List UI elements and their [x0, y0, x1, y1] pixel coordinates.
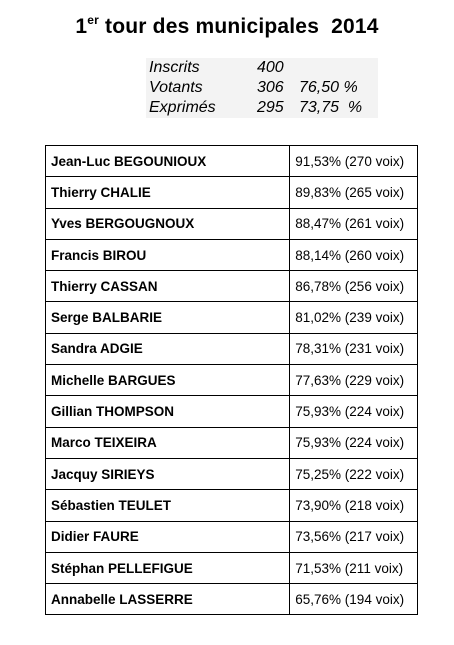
table-row	[46, 208, 418, 239]
page-title	[0, 14, 454, 40]
table-row	[46, 458, 418, 489]
candidate-score: 81,02% (239 voix)	[290, 302, 418, 333]
table-row	[46, 271, 418, 302]
table-row	[46, 490, 418, 521]
table-row	[46, 177, 418, 208]
results-table	[45, 145, 418, 615]
turnout-stats	[146, 58, 378, 118]
stat-percent: 76,50 %	[299, 79, 358, 96]
table-row	[46, 521, 418, 552]
candidate-name: Yves BERGOUGNOUX	[46, 208, 290, 239]
candidate-name: Marco TEIXEIRA	[46, 427, 290, 458]
candidate-name: Didier FAURE	[46, 521, 290, 552]
table-row	[46, 427, 418, 458]
candidate-score: 71,53% (211 voix)	[290, 552, 418, 583]
stat-row-exprimes	[146, 98, 378, 118]
table-row	[46, 239, 418, 270]
table-row	[46, 396, 418, 427]
table-row	[46, 333, 418, 364]
stat-row-votants	[146, 78, 378, 98]
candidate-name: Stéphan PELLEFIGUE	[46, 552, 290, 583]
candidate-score: 75,93% (224 voix)	[290, 427, 418, 458]
table-row	[46, 146, 418, 177]
stat-label: Exprimés	[149, 99, 216, 116]
candidate-score: 73,56% (217 voix)	[290, 521, 418, 552]
candidate-name: Thierry CHALIE	[46, 177, 290, 208]
candidate-score: 75,93% (224 voix)	[290, 396, 418, 427]
stat-label: Inscrits	[149, 59, 200, 76]
candidate-score: 77,63% (229 voix)	[290, 365, 418, 396]
stat-count: 400	[257, 59, 284, 76]
candidate-score: 75,25% (222 voix)	[290, 458, 418, 489]
candidate-score: 91,53% (270 voix)	[290, 146, 418, 177]
stat-percent: 73,75 %	[299, 99, 363, 116]
candidate-name: Francis BIROU	[46, 239, 290, 270]
stat-row-inscrits	[146, 58, 378, 78]
candidate-name: Sébastien TEULET	[46, 490, 290, 521]
candidate-name: Sandra ADGIE	[46, 333, 290, 364]
candidate-name: Jean-Luc BEGOUNIOUX	[46, 146, 290, 177]
candidate-name: Gillian THOMPSON	[46, 396, 290, 427]
table-row	[46, 584, 418, 615]
table-row	[46, 302, 418, 333]
candidate-name: Annabelle LASSERRE	[46, 584, 290, 615]
candidate-score: 89,83% (265 voix)	[290, 177, 418, 208]
candidate-score: 88,14% (260 voix)	[290, 239, 418, 270]
candidate-name: Jacquy SIRIEYS	[46, 458, 290, 489]
title-text: tour des municipales 2014	[98, 15, 379, 38]
title-superscript: er	[87, 13, 99, 27]
stat-count: 306	[257, 79, 284, 96]
candidate-name: Thierry CASSAN	[46, 271, 290, 302]
candidate-name: Serge BALBARIE	[46, 302, 290, 333]
candidate-name: Michelle BARGUES	[46, 365, 290, 396]
candidate-score: 78,31% (231 voix)	[290, 333, 418, 364]
title-prefix: 1	[75, 15, 88, 38]
candidate-score: 73,90% (218 voix)	[290, 490, 418, 521]
table-row	[46, 365, 418, 396]
candidate-score: 88,47% (261 voix)	[290, 208, 418, 239]
table-row	[46, 552, 418, 583]
candidate-score: 86,78% (256 voix)	[290, 271, 418, 302]
candidate-score: 65,76% (194 voix)	[290, 584, 418, 615]
stat-label: Votants	[149, 79, 203, 96]
stat-count: 295	[257, 99, 284, 116]
